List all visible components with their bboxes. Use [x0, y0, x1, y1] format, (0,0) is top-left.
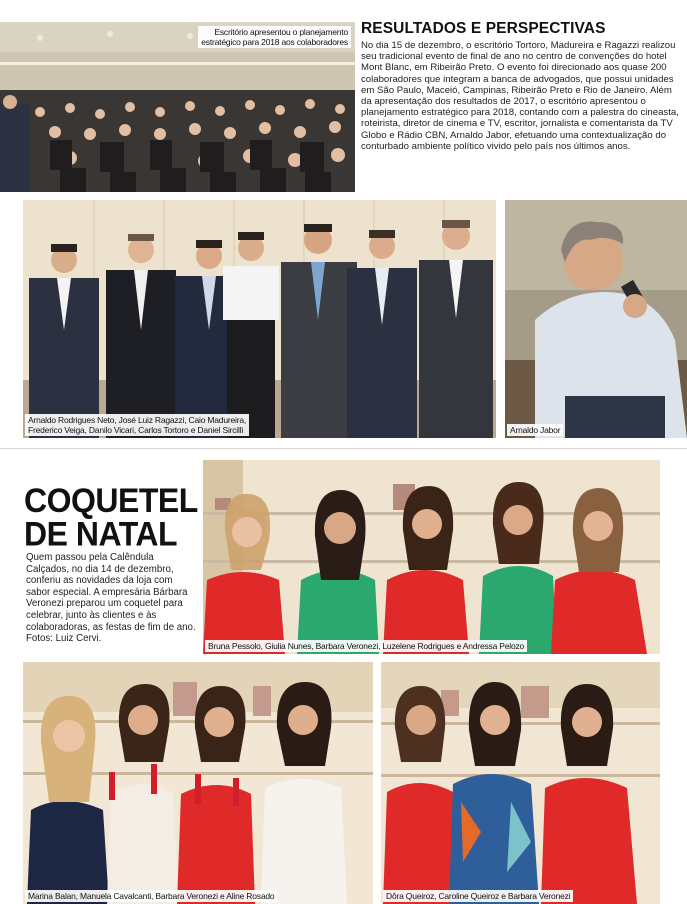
partners-caption-line: Frederico Veiga, Danilo Vicari, Carlos Tortoro e Daniel Sircilli: [28, 425, 244, 435]
group-three-caption: Dôra Queiroz, Caroline Queiroz e Barbara Veronezi: [383, 890, 573, 902]
speaker-caption: Arnaldo Jabor: [507, 424, 563, 436]
results-article-text: No dia 15 de dezembro, o escritório Tortoro, Madureira e Ragazzi realizou seu tradicional evento de final de ano no centro de convenções do hotel Mont Blanc, em Ribeirão Preto. O evento foi direcionado aos quase 200 colaboradores que integram a banca de advogados, que possui unidades em São Paulo, Maceió, Campinas, Ribeirão Preto e Rio de Janeiro. Além da apresentação dos resultados de 2017, o escritório apresentou o planejamento estratégico para 2018, contando com a palestra do cineasta, roteirista, diretor de cinema e TV, escritor, jornalista e comentarista da TV Globo e Rádio CBN, Arnaldo Jabor, efetuando uma contextualização do conturbado ambiente político vivido pelo país nos últimos anos.: [361, 40, 679, 152]
group-four-caption: Marina Balan, Manuela Cavalcanti, Barbara Veronezi e Aline Rosado: [25, 890, 277, 902]
coquetel-title-line: COQUETEL: [24, 480, 198, 520]
group-five-photo: [203, 460, 660, 654]
partners-caption-line: Arnaldo Rodrigues Neto, José Luiz Ragazzi, Caio Madureira,: [28, 415, 247, 425]
section-title-coquetel: [24, 480, 198, 554]
partners-photo: [23, 200, 496, 438]
coquetel-article-text: Quem passou pela Calêndula Calçados, no dia 14 de dezembro, conferiu as novidades da loja com sabor especial. A empresária Bárbara Veronezi preparou um coquetel para celebrar, junto às clientes e às colaboradoras, as festas de fim de ano. Fotos: Luiz Cervi.: [26, 552, 196, 645]
group-three-photo: [381, 662, 660, 904]
partners-caption: [25, 414, 249, 436]
group-four-photo: [23, 662, 373, 904]
coquetel-title-line: DE NATAL: [24, 514, 178, 554]
section-title-results: RESULTADOS E PERSPECTIVAS: [361, 20, 606, 37]
auditorium-caption-line: Escritório apresentou o planejamento: [214, 27, 348, 37]
auditorium-photo: [0, 22, 355, 192]
auditorium-caption-line: estratégico para 2018 aos colaboradores: [201, 37, 348, 47]
auditorium-caption: [198, 26, 351, 48]
section-divider: [0, 448, 687, 449]
speaker-photo: [505, 200, 687, 438]
group-five-caption: Bruna Pessolo, Giulia Nunes, Barbara Veronezi, Luzelene Rodrigues e Andressa Pelozo: [205, 640, 527, 652]
